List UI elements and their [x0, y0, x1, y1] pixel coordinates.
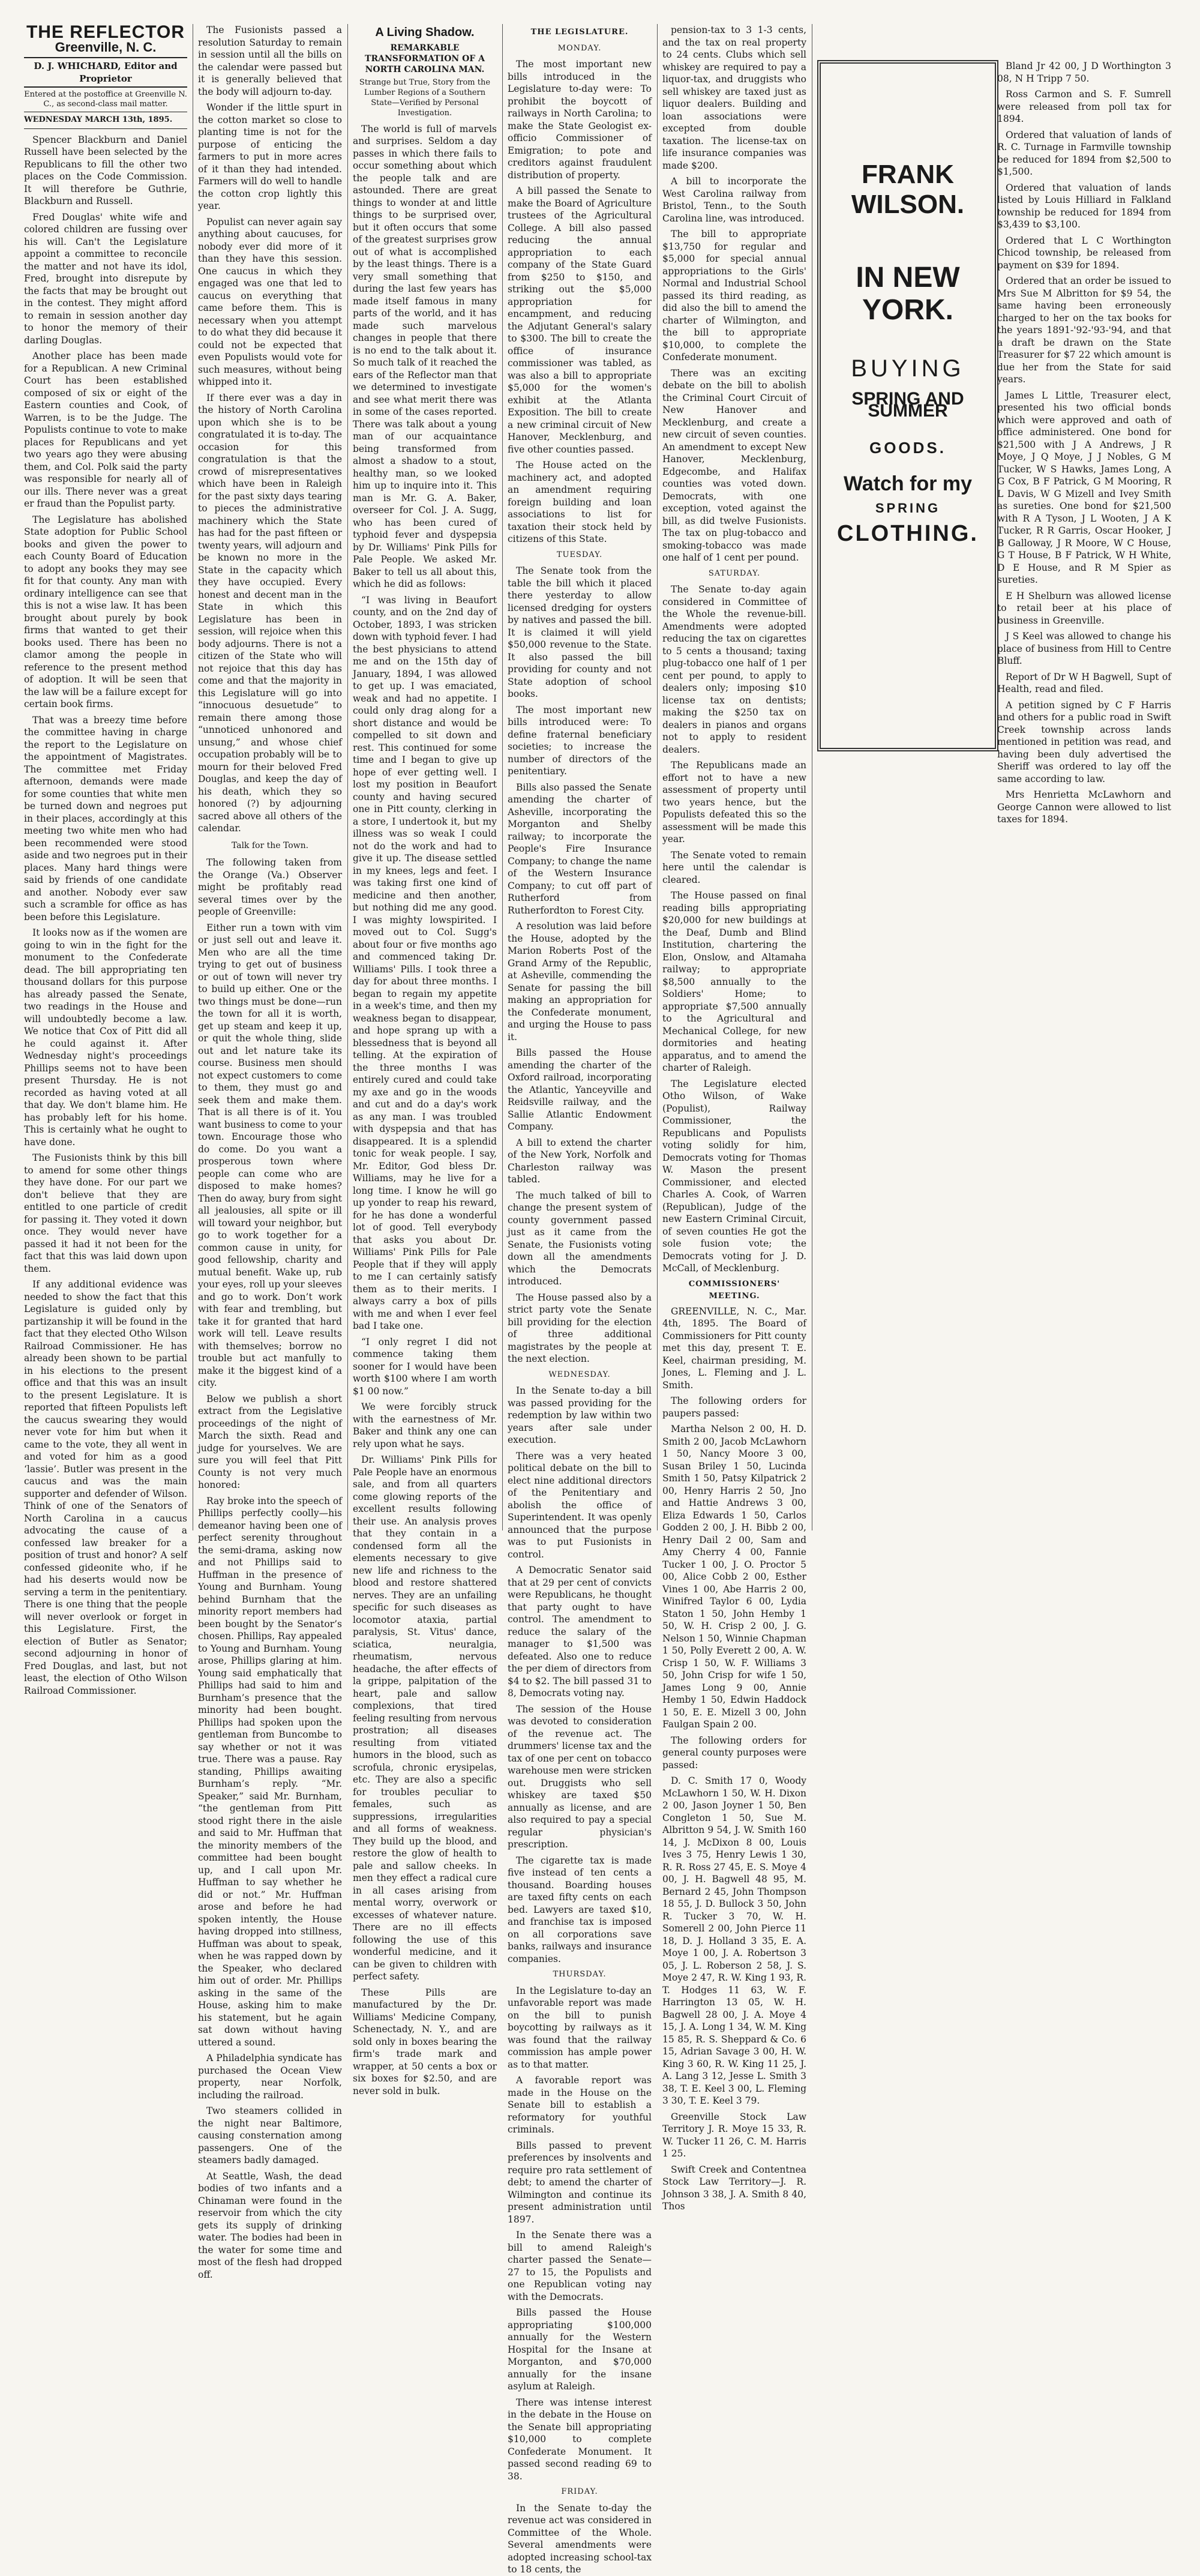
masthead-title: THE REFLECTOR [26, 22, 185, 42]
legislature-paragraph: The cigarette tax is made five instead of ten cents a thousand. Boarding houses are taxed fifty cents on each bed. Lawyers are taxed $10, and franchise tax is imposed on all corporations save banks, railways and insurance companies. [508, 1855, 652, 1964]
commissioners-paragraph: The following orders for paupers passed: [662, 1395, 806, 1419]
section-heading: COMMISSIONERS' MEETING. [688, 1279, 781, 1301]
commissioners-paragraph: Bland Jr 42 00, J D Worthington 3 08, N H Tripp 7 50. [997, 61, 1171, 84]
news-paragraph: Populist can never again say anything about caucuses, for nobody ever did more of it than they have this session. One caucus in which they engaged was one that led to caucus on everything that came before them. This is necessary when you attempt to do what they did because it could not be expected that even Populists would vote for such measures, without being whipped into it. [198, 216, 342, 387]
day-heading: WEDNESDAY. [548, 1370, 611, 1379]
commissioners-paragraph: Report of Dr W H Bagwell, Supt of Health, read and filed. [997, 671, 1171, 694]
commissioners-paragraph: The following orders for general county purposes were passed: [662, 1735, 806, 1771]
legislature-paragraph: There was a very heated political debate on the bill to elect nine additional directors of the Penitentiary and abolish the office of Superintendent. It was openly announced that the purpose was to put Fusionists in control. [508, 1450, 652, 1560]
article-subdeck: Strange but True, Story from the Lumber Regions of a Southern State—Verified by Personal Investigation. [359, 77, 491, 118]
news-paragraph: The Fusionists passed a resolution Saturday to remain in session until all the bills on the calendar were passed but it is generally believed that the body will adjourn to-day. [198, 25, 342, 97]
legislature-paragraph: The bill to appropriate $13,750 for regular and $5,000 for special annual appropriations to the Girls' Normal and Industrial School passed its third reading, as did also the bill to amend the charter of Wilmington, and the bill to appropriate $10,000, to complete the Confederate monument. [662, 229, 806, 363]
ad-line: Watch for my [843, 472, 973, 495]
day-heading: FRIDAY. [561, 2487, 598, 2496]
editorial-paragraph: The Fusionists think by this bill to amend for some other things they have done. For our part we don't believe that they are entitled to one particle of credit for passing it. They voted it down once. They would never have passed it had it not been for the fact that this was laid down upon them. [24, 1152, 187, 1274]
article-paragraph: “I only regret I did not commence taking them sooner for I would have been worth $100 where I am worth $1 00 now.” [353, 1336, 497, 1397]
commissioners-paragraph: Ordered that valuation of lands of R. C. Turnage in Farmville township be reduced for 1894 from $2,500 to $1,500. [997, 129, 1171, 177]
column-rule [657, 24, 658, 1530]
legislature-paragraph: The Senate voted to remain here until the calendar is cleared. [662, 849, 806, 885]
legislature-paragraph: The Senate took from the table the bill which it placed there yesterday to allow licensed dredging for oysters by natives and passed the bill. It is claimed it will yield $50,000 revenue to the State. It also passed the bill providing for county and not State adoption of school books. [508, 565, 652, 699]
legislature-paragraph: In the Senate there was a bill to amend Raleigh's charter passed the Senate—27 to 15, the Populists and one Republican voting nay with the Democrats. [508, 2230, 652, 2302]
news-paragraph: At Seattle, Wash, the dead bodies of two infants and a Chinaman were found in the reservoir from which the city gets its supply of drinking water. The bodies had been in the water for some time and most of the flesh had dropped off. [198, 2170, 342, 2280]
masthead-place: Greenville, N. C. [55, 39, 157, 55]
column-6-ads [817, 24, 1176, 1530]
commissioners-paragraph: Martha Nelson 2 00, H. D. Smith 2 00, Jacob McLawhorn 1 50, Nancy Moore 3 00, Susan Briley 1 50, Lucinda Smith 1 50, Patsy Kilpatrick 2 00, Henry Harris 2 50, Jno and Hattie Andrews 3 00, Eliza Edwards 1 50, Carlos Godden 2 00, J. H. Bibb 2 00, Henry Dail 2 00, Sam and Amy Cherry 4 00, Fannie Tucker 1 00, J. O. Proctor 5 00, Alice Cobb 2 00, Esther Vines 1 00, Abe Harris 2 00, Winifred Taylor 6 00, Lydia Staton 1 50, John Hemby 1 50, W. H. Crisp 2 00, J. G. Nelson 1 50, Winnie Chapman 1 50, Polly Everett 2 00, A. W. Crisp 1 50, W. F. Williams 3 50, John Crisp for wife 1 50, James Long 9 00, Annie Hemby 1 50, Edwin Haddock 1 50, E. E. Mizell 3 00, John Faulgan Spain 2 00. [662, 1424, 806, 1730]
article-headline: A Living Shadow. [375, 26, 475, 39]
legislature-paragraph: A favorable report was made in the House on the Senate bill to establish a reformatory for youthful criminals. [508, 2075, 652, 2135]
ad-name: FRANK WILSON. [851, 160, 965, 219]
column-rule [502, 24, 503, 1530]
ad-line: IN NEW YORK. [856, 262, 960, 326]
editorial-paragraph: Fred Douglas' white wife and colored children are fussing over his will. Can't the Legislature appoint a committee to reconcile the matter and not have its idol, Fred, brought into disrepute by the facts that may be brought out in the contest. They might afford to remain in session another day to honor the memory of their darling Douglas. [24, 211, 187, 346]
legislature-paragraph: There was an exciting debate on the bill to abolish the Criminal Court Circuit of New Hanover and Mecklenburg, and create a new circuit of seven counties. An amendment to except New Hanover, Mecklenburg, Edgecombe, and Halifax counties was voted down. Democrats, with one exception, voted against the bill, as did twelve Fusionists. The tax on plug-tobacco and smoking-tobacco was made one half of 1 cent per pound. [662, 367, 806, 563]
article-paragraph: Dr. Williams' Pink Pills for Pale People have an enormous sale, and from all quarters come glowing reports of the excellent results following their use. An analysis proves that they contain in a condensed form all the elements necessary to give new life and richness to the blood and restore shattered nerves. They are an unfailing specific for such diseases as locomotor ataxia, partial paralysis, St. Vitus' dance, sciatica, neuralgia, rheumatism, nervous headache, the after effects of la grippe, palpitation of the heart, pale and sallow complexions, that tired feeling resulting from nervous prostration; all diseases resulting from vitiated humors in the blood, such as scrofula, chronic erysipelas, etc. They are also a specific for troubles peculiar to females, such as suppressions, irregularities and all forms of weakness. They build up the blood, and restore the glow of health to pale and sallow cheeks. In men they effect a radical cure in all cases arising from mental worry, overwork or excesses of whatever nature. There are no ill effects following the use of this wonderful medicine, and it can be given to children with perfect safety. [353, 1454, 497, 1982]
editorial-paragraph: Another place has been made for a Republican. A new Criminal Court has been established composed of six or eight of the Eastern counties and Cook, of Warren, is to be the Judge. The Populists continue to vote to make places for Republicans and yet two years ago they were abusing them, and Col. Polk said the party was responsible for nearly all of our ills. There never was a great er fraud than the Populist party. [24, 351, 187, 509]
ad-line: SPRING AND SUMMER [851, 388, 964, 421]
legislature-paragraph: The House acted on the machinery act, and adopted an amendment requiring foreign building and loan associations to list for taxation their stock held by citizens of this State. [508, 460, 652, 544]
ad-line: BUYING [851, 355, 965, 382]
commissioners-paragraph: GREENVILLE, N. C., Mar. 4th, 1895. The Board of Commissioners for Pitt county met this day, present T. E. Keel, chairman presiding, M. Jones, L. Fleming and J. L. Smith. [662, 1305, 806, 1391]
news-paragraph: A Philadelphia syndicate has purchased the Ocean View property, near Norfolk, including the railroad. [198, 2053, 342, 2101]
commissioners-paragraph: A petition signed by C F Harris and others for a public road in Swift Creek township across lands mentioned in petition was read, and having been duly advertised the Sheriff was ordered to lay off the same according to law. [997, 699, 1171, 784]
news-paragraph: Wonder if the little spurt in the cotton market so close to planting time is not for the purpose of enticing the farmers to put in more acres of it than they had intended. Farmers will do well to handle the cotton crop lightly this year. [198, 102, 342, 211]
legislature-paragraph: The Legislature elected Otho Wilson, of Wake (Populist), Railway Commissioner, the Republicans and Populists voting solidly for him, Democrats voting for Thomas W. Mason the present Commissioner, and elected Charles A. Cook, of Warren (Republican), Judge of the new Eastern Criminal Circuit, of seven counties He got the sole fusion vote; the Democrats voting for J. D. McCall, of Mecklenburg. [662, 1078, 806, 1274]
news-paragraph: If there ever was a day in the history of North Carolina upon which she is to be congratulated it is to-day. The occasion for this congratulation is that the crowd of misrepresentatives which have been in Raleigh for the past sixty days tearing to pieces the administrative machinery which the State has had for the past fifteen or twenty years, will adjourn and be known no more in the State in the capacity which they have occupied. Every honest and decent man in the State in which this Legislature has been in session, will rejoice when this body adjourns. There is not a citizen of the State who will not rejoice that this day has come and that the majority in this Legislature will go into “innocuous desuetude” to remain there among those “unnoticed unhonored and unsung,” and whose chief occupation probably will be to mourn for their beloved Fred Douglas, and keep the day of his death, which they so honored (?) by adjourning sacred above all others of the calendar. [198, 392, 342, 834]
masthead-entered: Entered at the postoffice at Greenville N. C., as second-class mail matter. [24, 90, 187, 109]
legislature-paragraph: Bills passed the House amending the charter of the Oxford railroad, incorporating the Atlantic, Yanceyville and Reidsville railway, and the Sallie Atlantic Endowment Company. [508, 1047, 652, 1132]
frank-wilson-ad [817, 60, 998, 751]
right-text-block [997, 60, 1171, 829]
commissioners-paragraph: Greenville Stock Law Territory J. R. Moye 15 33, R. W. Tucker 11 26, C. M. Harris 1 25. [662, 2111, 806, 2159]
legislature-paragraph: There was intense interest in the debate in the House on the Senate bill appropriating $10,000 to complete Confederate Monument. It passed second reading 69 to 38. [508, 2397, 652, 2482]
legislature-paragraph: Bills passed to prevent preferences by insolvents and require pro rata settlement of debt; to amend the charter of Wilmington and continue its present administration until 1897. [508, 2140, 652, 2225]
commissioners-paragraph: E H Shelburn was allowed license to retail beer at his place of business in Greenville. [997, 590, 1171, 626]
ad-line: CLOTHING. [837, 521, 979, 546]
legislature-paragraph: The most important new bills introduced in the Legislature to-day were: To prohibit the boycott of railways in North Carolina; to make the State Geologist ex-officio Commissioner of Emigration; to pote and creditors against fraudulent distribution of property. [508, 59, 652, 181]
commissioners-paragraph: Swift Creek and Contentnea Stock Law Territory—J. R. Johnson 3 38, J. A. Smith 8 40, Thos [662, 2164, 806, 2212]
day-heading: TUESDAY. [556, 550, 603, 559]
section-title: Talk for the Town. [231, 840, 309, 850]
day-heading: THURSDAY. [553, 1970, 607, 1979]
news-paragraph: Ray broke into the speech of Phillips perfectly coolly—his demeanor having been one of perfect serenity throughout the semi-drama, asking now and not Phillips said to Huffman in the presence of Young and Burnham. Young behind Burnham that the minority report members had been bought by the Senator’s chosen. Phillips, Ray appealed to Young and Burnham. Young arose, Phillips glaring at him. Young said emphatically that Phillips had said to him and Burnham’s presence that the minority had been bought. Phillips had spoken upon the gentleman from Buncombe to say whether or not it was true. There was a pause. Ray standing, Phillips awaiting Burnham’s reply. “Mr. Speaker,” said Mr. Burnham, “the gentleman from Pitt stood right there in the aisle and said to Mr. Huffman that the minority members of the committee had been bought up, and I call upon Mr. Huffman to say whether he did or not.” Mr. Huffman arose and before he had spoken intently, the House having dropped into stillness, Huffman was about to speak, when he was rapped down by the Speaker, who declared him out of order. Mr. Phillips asking in the same of the House, asking him to make his statement, but he again sat down without having uttered a sound. [198, 1495, 342, 2048]
column-4 [508, 24, 652, 2575]
masthead-date: WEDNESDAY MARCH 13th, 1895. [24, 112, 187, 129]
legislature-paragraph: In the Legislature to-day an unfavorable report was made on the bill to punish boycotting by railways as it was found that the railway commission has ample power as to that matter. [508, 1985, 652, 2070]
commissioners-paragraph: Mrs Henrietta McLawhorn and George Cannon were allowed to list taxes for 1894. [997, 789, 1171, 825]
legislature-paragraph: A bill passed the Senate to make the Board of Agriculture trustees of the Agricultural College. A bill also passed reducing the annual appropriation to each company of the State Guard from $250 to $150, and striking out the $5,000 appropriation for encampment, and reducing the Adjutant General's salary to $300. The bill to create the office of insurance commissioner was tabled, as was also a bill to appropriate $5,000 for the women's exhibit at the Atlanta Exposition. The bill to create a new criminal circuit of New Hanover, Mecklenburg, and five other counties passed. [508, 185, 652, 455]
commissioners-paragraph: Ordered that valuation of lands listed by Louis Hilliard in Falkland township be reduced for 1894 from $3,439 to $3,100. [997, 182, 1171, 230]
editorial-paragraph: Spencer Blackburn and Daniel Russell have been selected by the Republicans to fill the other two places on the Code Commission. It will therefore be Guthrie, Blackburn and Russell. [24, 134, 187, 206]
article-paragraph: We were forcibly struck with the earnestness of Mr. Baker and think any one can rely upon what he says. [353, 1401, 497, 1449]
article-paragraph: The world is full of marvels and surprises. Seldom a day passes in which there fails to occur something about which the people talk and are astounded. There are great things to wonder at and little things to be surprised over, but it often occurs that some of the greatest surprises grow out of what is accomplished by the least things. There is a very small something that during the last few years has made itself famous in many parts of the world, and it has made such marvelous changes in people that there is no end to the talk about it. So much talk of it reached the ears of the Reflector man that we determined to investigate and see what merit there was in some of the cases reported. There was talk about a young man of our acquaintance being transformed from almost a shadow to a stout, healthy man, so we looked him up to inquire into it. This man is Mr. G. A. Baker, overseer for Col. J. A. Sugg, who has been cured of typhoid fever and dyspepsia by Dr. Williams' Pink Pills for Pale People. We asked Mr. Baker to tell us all about this, which he did as follows: [353, 123, 497, 589]
editorial-paragraph: That was a breezy time before the committee having in charge the report to the Legislature on the appointment of Magistrates. The committee met Friday afternoon, demands were made for some counties that white men be turned down and negroes put in their places, accordingly at this meeting two white men who had been recommended were stood aside and two negroes put in their places. Many hard things were said by friends of one candidate and another. Nobody ever saw such a scramble for office as has been before this Legislature. [24, 714, 187, 922]
commissioners-paragraph: J S Keel was allowed to change his place of business from Hill to Centre Bluff. [997, 631, 1171, 666]
legislature-paragraph: The Republicans made an effort not to have a new assessment of property until two years hence, but the Populists defeated this so the assessment will be made this year. [662, 760, 806, 844]
legislature-paragraph: A resolution was laid before the House, adopted by the Marion Roberts Post of the Grand Army of the Republic, at Asheville, commending the Senate for passing the bill making an appropriation for the Confederate monument, and urging the House to pass it. [508, 921, 652, 1043]
day-heading: SATURDAY. [708, 568, 761, 578]
legislature-paragraph: The House passed on final reading bills appropriating $20,000 for new buildings at the Deaf, Dumb and Blind Institution, chartering the Elon, Onslow, and Altamaha railway; to appropriate $8,500 annually to the Soldiers' Home; to appropriate $7,500 annually to the Agricultural and Mechanical College, for new dormitories and heating apparatus, and to amend the charter of Raleigh. [662, 890, 806, 1073]
legislature-paragraph: The Senate to-day again considered in Committee of the Whole the revenue-bill. Amendments were adopted reducing the tax on cigarettes to 5 cents a thousand; taxing plug-tobacco one half of 1 per cent per pound, to apply to dealers only; imposing $10 license tax on dentists; making the $250 tax on dealers in pianos and organs not to apply to resident dealers. [662, 584, 806, 755]
legislature-paragraph: A bill to incorporate the West Carolina railway from Bristol, Tenn., to the South Carolina line, was introduced. [662, 176, 806, 224]
column-rule [347, 24, 348, 1530]
commissioners-paragraph: James L Little, Treasurer elect, presented his two official bonds which were approved and oath of office administered. One bond for $21,500 with J A Andrews, J R Moye, J Q Moye, J J Nobles, G M Tucker, W S Hawks, James Long, A G Cox, B F Patrick, G M Mooring, R L Davis, W G Mizell and Ivey Smith as sureties. One bond for $21,500 with R A Tyson, J L Wooten, J A K Tucker, R R Garris, Oscar Hooker, J B Galloway, J R Moore, W C House, G T House, B F Patrick, W H White, D E House, and R M Spier as sureties. [997, 390, 1171, 585]
column-5 [662, 24, 806, 2212]
editorial-paragraph: If any additional evidence was needed to show the fact that this Legislature is guided only by partizanship it will be found in the fact that they elected Otho Wilson Railroad Commissioner. He has already been shown to be partial in his elections to the present office and that this was an insult to the present Legislature. It is reported that fifteen Populists left the caucus swearing they would never vote for him but when it came to the vote, they all went in and voted for him as a good ‘lassie’. Butler was present in the caucus and was the main supporter and defender of Wilson. Think of one of the Senators of North Carolina in a caucus advocating the cause of a confessed law breaker for a position of trust and honor? A self confessed gideonite who, if he had his deserts would now be serving a term in the penitentiary. There is one thing that the people will never overlook or forget in this Legislature. First, the election of Butler as Senator; second adjourning in honor of Fred Douglas, and last, but not least, the election of Otho Wilson Railroad Commissioner. [24, 1279, 187, 1696]
ad-line: SPRING [875, 500, 941, 516]
legislature-paragraph: In the Senate to-day a bill was passed providing for the redemption by law within two years after sale under execution. [508, 1385, 652, 1445]
commissioners-paragraph: Ordered that L C Worthington Chicod township, be released from payment on $39 for 1894. [997, 235, 1171, 271]
commissioners-paragraph: Ordered that an order be issued to Mrs Sue M Albritton for $9 54, the same having been erroneously charged to her on the tax books for the years 1891-'92-'93-'94, and that a draft be drawn on the State Treasurer for $7 22 which amount is due her from the State for said years. [997, 275, 1171, 385]
legislature-paragraph: A Democratic Senator said that at 29 per cent of convicts were Republicans, he thought that party ought to have control. The amendment to reduce the salary of the manager to $1,500 was defeated. Also one to reduce the per diem of directors from $4 to $2. The bill passed 31 to 8, Democrats voting nay. [508, 1565, 652, 1699]
commissioners-paragraph: D. C. Smith 17 0, Woody McLawhorn 1 50, W. H. Dixon 2 00, Jason Joyner 1 50, Ben Congleton 1 50, Sue M. Albritton 9 54, J. W. Smith 160 14, J. McDixon 8 00, Louis Ives 3 75, Henry Lewis 1 30, R. R. Ross 27 45, E. S. Moye 4 00, J. H. Bagwell 48 95, M. Bernard 2 45, John Thompson 18 55, J. D. Bullock 3 50, John R. Tucker 3 70, W. H. Somerell 2 00, John Pierce 11 18, D. J. Holland 3 35, E. A. Moye 1 00, J. A. Robertson 3 05, J. L. Roberson 2 58, J. S. Moye 2 47, R. W. King 1 93, R. T. Hodges 11 63, W. F. Harrington 13 05, W. H. Bagwell 28 00, J. A. Moye 4 15, J. A. Long 1 34, W. M. King 15 85, R. S. Sheppard & Co. 6 15, Adrian Savage 3 00, H. W. King 3 60, R. W. King 11 25, J. A. Lang 3 12, Jesse L. Smith 3 38, T. E. Keel 3 00, L. Fleming 3 30, T. E. Keel 3 79. [662, 1775, 806, 2106]
article-deck: REMARKABLE TRANSFORMATION OF A NORTH CAROLINA MAN. [365, 43, 485, 74]
legislature-paragraph: The House passed also by a strict party vote the Senate bill providing for the election of three additional magistrates by the people at the next election. [508, 1292, 652, 1364]
news-paragraph: Either run a town with vim or just sell out and leave it. Men who are all the time trying to get out of business or out of town will never try to build up either. One or the two things must be done—run the town for all it is worth, get up steam and keep it up, or quit the whole thing, slide out and let nature take its course. Business men should not expect customers to come to them, they must go and seek them and make them. That is all there is of it. You want business to come to your town. Encourage those who do come. Do you want a prosperous town where people can come who are disposed to make homes? Then do away, bury from sight all jealousies, all spite or ill will toward your neighbor, but go to work together for a common cause in unity, for good fellowship, charity and mutual benefit. Wake up, rub your eyes, roll up your sleeves and go to work. Don’t work with fear and trembling, but take it for granted that hard work will tell. Leave results with themselves; borrow no trouble but act manfully to make it the biggest kind of a city. [198, 922, 342, 1388]
legislature-paragraph: In the Senate to-day the revenue act was considered in Committee of the Whole. Several amendments were adopted increasing school-tax to 18 cents, the [508, 2502, 652, 2575]
editorial-paragraph: It looks now as if the women are going to win in the fight for the monument to the Confederate dead. The bill appropriating ten thousand dollars for this purpose has already passed the Senate, two readings in the House and will undoubtedly become a law. We notice that Cox of Pitt did all he could against it. After Wednesday night's proceedings Phillips seems not to have been present Thursday. He is not recorded as having voted at all that day. We don't blame him. He has probably left for his home. This is certainly what he ought to have done. [24, 927, 187, 1148]
article-paragraph: These Pills are manufactured by the Dr. Williams' Medicine Company, Schenectady, N. Y., and are sold only in boxes bearing the firm's trade mark and wrapper, at 50 cents a box or six boxes for $2.50, and are never sold in bulk. [353, 1987, 497, 2096]
legislature-paragraph: The much talked of bill to change the present system of county government passed just as it came from the Senate, the Fusionists voting down all the amendments which the Democrats introduced. [508, 1190, 652, 1287]
day-heading: MONDAY. [557, 43, 602, 53]
editorial-paragraph: The Legislature has abolished State adoption for Public School books and given the power to each County Board of Education to adopt any books they may see fit for that county. Any man with ordinary intelligence can see that this is not a wise law. It has been brought about purely by book firms that wanted to get their books used. There has been no clamor among the people in reference to the present method of adoption. It will be seen that the law will be a failure except for certain book firms. [24, 514, 187, 709]
ad-line: GOODS. [869, 438, 946, 457]
masthead-editor: D. J. WHICHARD, Editor and Proprietor [24, 57, 187, 88]
legislature-paragraph: Bills also passed the Senate amending the charter of Asheville, incorporating the Morganton and Shelby railway; to incorporate the People's Fire Insurance Company; to change the name of the Western Insurance Company; to cut off part of Rutherford from Rutherfordton to Forest City. [508, 781, 652, 916]
legislature-paragraph: Bills passed the House appropriating $100,000 annually for the Western Hospital for the Insane at Morganton, and $70,000 annually for the insane asylum at Raleigh. [508, 2307, 652, 2392]
commissioners-paragraph: Ross Carmon and S. F. Sumrell were released from poll tax for 1894. [997, 89, 1171, 124]
legislature-paragraph: The session of the House was devoted to consideration of the revenue act. The drummers' license tax and the tax of one per cent on tobacco warehouse men were stricken out. Druggists who sell whiskey are taxed $50 annually as license, and are also required to pay a special regular physician's prescription. [508, 1703, 652, 1850]
column-2 [198, 24, 342, 2280]
legislature-paragraph: pension-tax to 3 1-3 cents, and the tax on real property to 24 cents. Clubs which sell whiskey are required to pay a liquor-tax, and druggists who sell whiskey are taxed just as liquor dealers. Building and loan associations were excepted from double taxation. The license-tax on life insurance companies was made $200. [662, 25, 806, 171]
legislature-paragraph: The most important new bills introduced were: To define fraternal beneficiary societies; to increase the number of directors of the penitentiary. [508, 704, 652, 777]
legislature-paragraph: A bill to extend the charter of the New York, Norfolk and Charleston railway was tabled. [508, 1137, 652, 1185]
news-paragraph: Below we publish a short extract from the Legislative proceedings of the night of March the sixth. Read and judge for yourselves. We are sure you will feel that Pitt County is not very much honored: [198, 1393, 342, 1490]
news-paragraph: Two steamers collided in the night near Baltimore, causing consternation among passengers. One of the steamers badly damaged. [198, 2105, 342, 2165]
news-paragraph: The following taken from the Orange (Va.) Observer might be profitably read several times over by the people of Greenville: [198, 857, 342, 917]
column-1 [24, 22, 187, 1696]
newspaper-page [24, 22, 1176, 2575]
article-paragraph: “I was living in Beaufort county, and on the 2nd day of October, 1893, I was stricken down with typhoid fever. I had the best physicians to attend me and on the 15th day of January, 1894, I was allowed to get up. I was emaciated, weak and had no appetite. I could only drag along for a short distance and would be compelled to sit down and rest. This continued for some time and I began to give up hope of ever getting well. I lost my position in Beaufort county and having secured one in Pitt county, clerking in a store, I undertook it, but my illness was so weak I could not do the work and had to give it up. The disease settled in my knees, legs and feet. I was taking first one kind of medicine and then another, but nothing did me any good. I was mighty lowspirited. I moved out to Col. Sugg's about four or five months ago and commenced taking Dr. Williams' Pills. I took three a day for about three months. I began to regain my appetite in a week's time, and then my weakness began to disappear, and hope sprang up with a blessedness that is beyond all telling. At the expiration of the three months I was entirely cured and could take my axe and go in the woods and cut and do a day's work as any man. I was troubled with dyspepsia and that has disappeared. It is a splendid tonic for weak people. I say, Mr. Editor, God bless Dr. Williams, may he live for a long time. I know he will go up yonder to reap his reward, for he has done a wonderful lot of good. Tell everybody that asks you about Dr. Williams' Pink Pills for Pale People that if they will apply to me I can certainly satisfy them as to their merits. I always carry a box of pills with me and when I ever feel bad I take one. [353, 594, 497, 1331]
column-3 [353, 24, 497, 2096]
section-heading: THE LEGISLATURE. [530, 28, 629, 37]
